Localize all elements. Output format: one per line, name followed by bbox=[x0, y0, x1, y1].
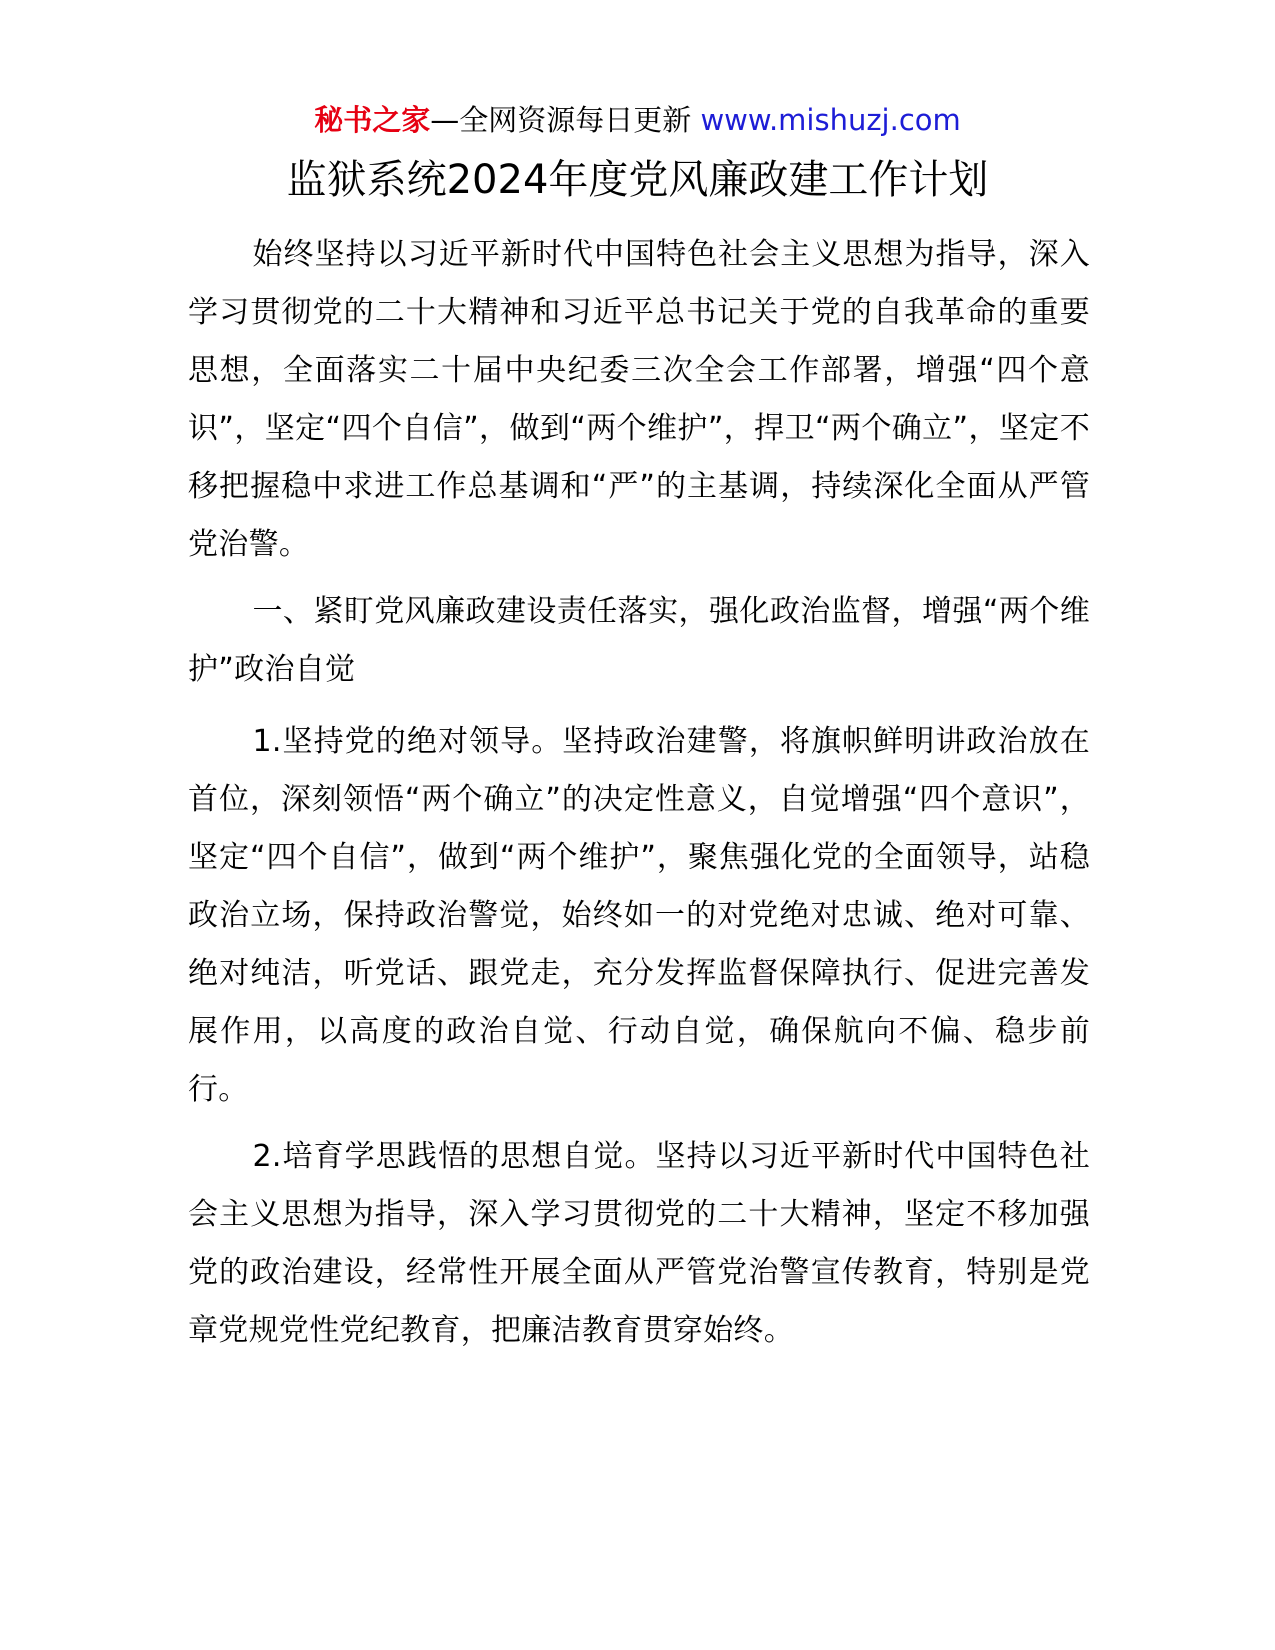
document-body bbox=[188, 226, 1090, 1369]
item-paragraph-2: 2.培育学思践悟的思想自觉。坚持以习近平新时代中国特色社会主义思想为指导，深入学习贯彻党的二十大精神，坚定不移加强党的政治建设，经常性开展全面从严管党治警宣传教育，特别是党章党规党性党纪教育，把廉洁教育贯穿始终。 bbox=[188, 1139, 1090, 1348]
brand-name: 秘书之家 bbox=[314, 103, 431, 137]
intro-paragraph: 始终坚持以习近平新时代中国特色社会主义思想为指导，深入学习贯彻党的二十大精神和习近平总书记关于党的自我革命的重要思想，全面落实二十届中央纪委三次全会工作部署，增强“四个意识”，坚定“四个自信”，做到“两个维护”，捍卫“两个确立”，坚定不移把握稳中求进工作总基调和“严”的主基调，持续深化全面从严管党治警。 bbox=[188, 237, 1090, 562]
item-paragraph-1: 1.坚持党的绝对领导。坚持政治建警，将旗帜鲜明讲政治放在首位，深刻领悟“两个确立”的决定性意义，自觉增强“四个意识”，坚定“四个自信”，做到“两个维护”，聚焦强化党的全面领导，站稳政治立场，保持政治警觉，始终如一的对党绝对忠诚、绝对可靠、绝对纯洁，听党话、跟党走，充分发挥监督保障执行、促进完善发展作用，以高度的政治自觉、行动自觉，确保航向不偏、稳步前行。 bbox=[188, 724, 1090, 1107]
site-header bbox=[0, 98, 1275, 142]
site-url-link[interactable]: www.mishuzj.com bbox=[700, 103, 961, 137]
document-title: 监狱系统2024年度党风廉政建工作计划 bbox=[286, 157, 989, 203]
section-heading-1: 一、紧盯党风廉政建设责任落实，强化政治监督，增强“两个维护”政治自觉 bbox=[188, 594, 1090, 687]
header-tagline: —全网资源每日更新 bbox=[430, 103, 701, 137]
